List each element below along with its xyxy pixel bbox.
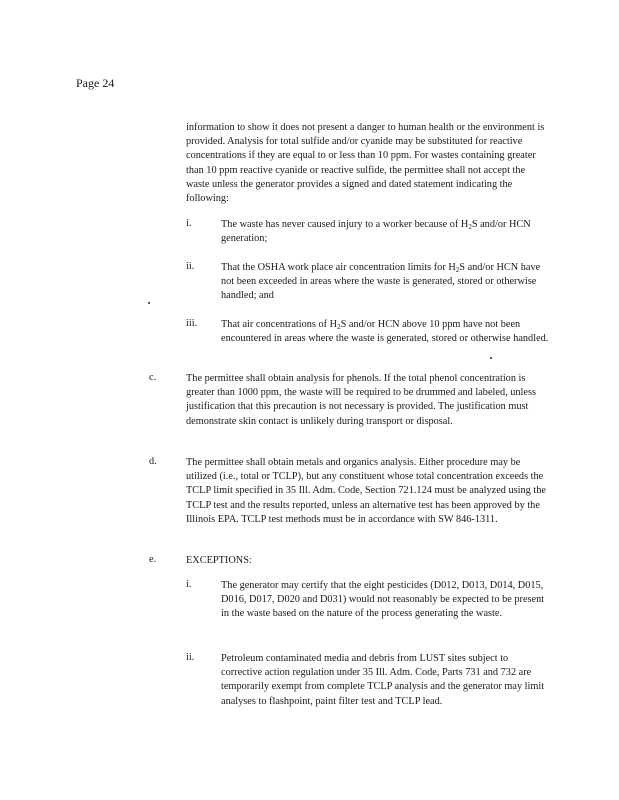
exception-label-i: i. [186, 579, 192, 590]
intro-paragraph: information to show it does not present a danger to human health or the environment is provided. Analysis for total sulfide and/or cyanide may be substituted for reactive concentrations if they are equal to or less than 10 ppm. For wastes containing greater than 10 ppm reactive cyanide or reactive sulfide, the permittee shall not accept the waste unless the generator provides a signed and dated statement indicating the following: [186, 122, 545, 205]
item-text-c: The permittee shall obtain analysis for phenols. If the total phenol concentration is greater than 1000 ppm, the waste will be required to be drummed and labeled, unless justification that this precaution is not necessary is provided. The justification must demonstrate skin contact is unlikely during transport or disposal. [186, 373, 536, 427]
exceptions-heading: EXCEPTIONS: [186, 555, 252, 566]
subitem-label-i: i. [186, 218, 192, 229]
subitem-label-ii: ii. [186, 261, 195, 272]
item-label-d: d. [149, 456, 157, 467]
subitem-text-ii: That the OSHA work place air concentration limits for $H_2S$ and/or HCN have not been exceeded in areas where the waste is generated, stored or otherwise handled; and [221, 262, 541, 302]
item-label-e: e. [149, 554, 157, 565]
scan-speck [490, 357, 492, 359]
page-number-header: Page 24 [76, 76, 115, 90]
subitem-text-i: The waste has never caused injury to a worker because of $H_2S$ and/or HCN generation; [221, 219, 531, 245]
exception-text-i: The generator may certify that the eight pesticides (D012, D013, D014, D015, D016, D017, D020 and D031) would not reasonably be expected to be present in the waste based on the nature of the process generating the waste. [221, 580, 545, 620]
item-label-c: c. [149, 372, 157, 383]
item-text-d: The permittee shall obtain metals and organics analysis. Either procedure may be utilized (i.e., total or TCLP), but any constituent whose total concentration exceeds the TCLP limit specified in 35 Ill. Adm. Code, Section 721.124 must be analyzed using the TCLP test and the results reported, unless an alternative test has been approved by the Illinois EPA. TCLP test methods must be in accordance with SW 846-1311. [186, 457, 546, 525]
exception-text-ii: Petroleum contaminated media and debris from LUST sites subject to corrective action regulation under 35 Ill. Adm. Code, Parts 731 and 732 are temporarily exempt from complete TCLP analysis and the generator may limit analyses to flashpoint, paint filter test and TCLP lead. [221, 653, 545, 707]
subitem-text-iii: That air concentrations of $H_2S$ and/or HCN above 10 ppm have not been encountered in areas where the waste is generated, stored or otherwise handled. [221, 319, 549, 345]
scan-speck [148, 302, 150, 304]
subitem-label-iii: iii. [186, 318, 198, 329]
exception-label-ii: ii. [186, 652, 195, 663]
